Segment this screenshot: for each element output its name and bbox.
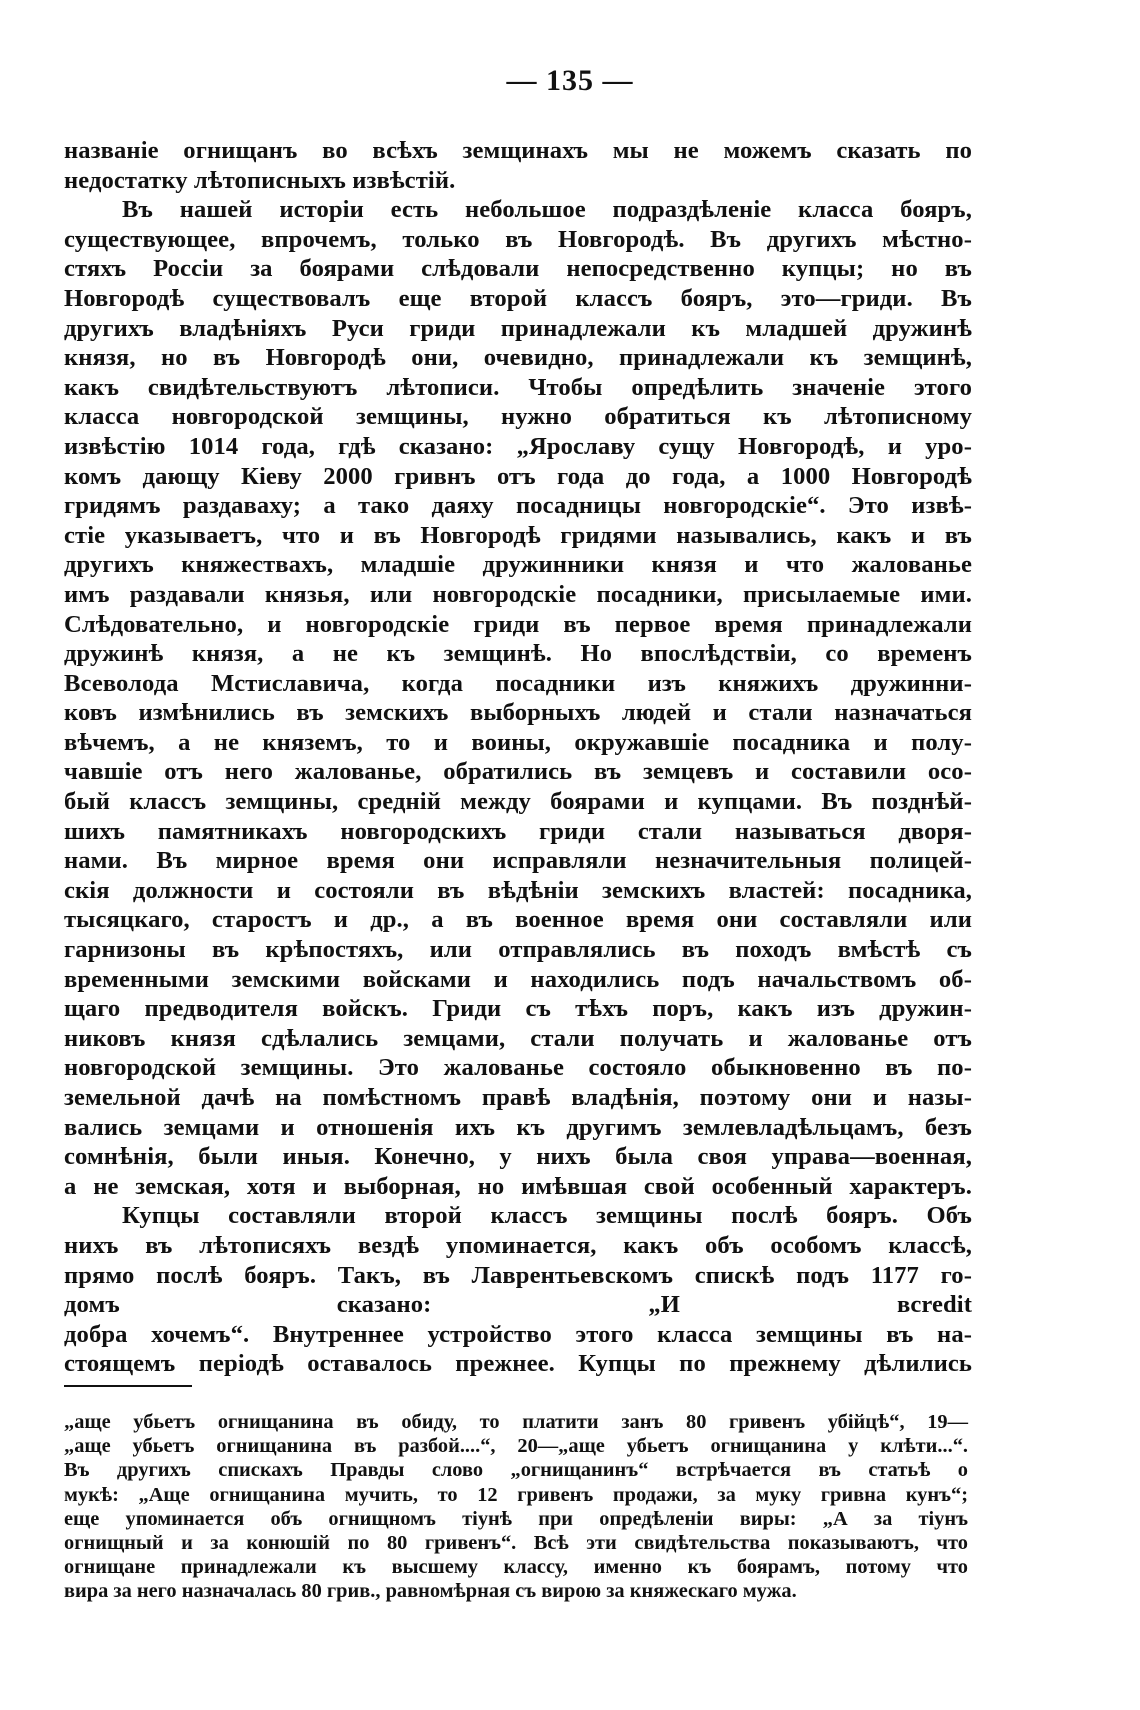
text-line: тысяцкаго, старостъ и др., а въ военное время они составляли или [64, 906, 972, 934]
text-line: нихъ въ лѣтописяхъ вездѣ упоминается, какъ объ особомъ классѣ, [64, 1231, 972, 1259]
footnote [64, 1410, 968, 1604]
footnote-line: еще упоминается объ огнищномъ тіунѣ при опредѣленіи виры: „А за тіунъ [64, 1507, 968, 1530]
text-line: Новгородѣ существовалъ еще второй классъ бояръ, это—гриди. Въ [64, 284, 972, 312]
text-line: скія должности и состояли въ вѣдѣніи земскихъ властей: посадника, [64, 876, 972, 904]
text-line: имъ раздавали князья, или новгородскіе посадники, присылаемые ими. [64, 580, 972, 608]
text-line: щаго предводителя войскъ. Гриди съ тѣхъ поръ, какъ изъ дружин- [64, 995, 972, 1023]
text-line: земельной дачѣ на помѣстномъ правѣ владѣнія, поэтому они и назы- [64, 1084, 972, 1111]
main-text [64, 136, 972, 1379]
footnote-line: „аще убьетъ огнищанина въ обиду, то платити занъ 80 гривенъ убійцѣ“, 19— [64, 1411, 968, 1433]
text-line: недостатку лѣтописныхъ извѣстій. [64, 166, 456, 194]
text-line: никовъ князя сдѣлались земцами, стали получать и жалованье отъ [64, 1024, 972, 1052]
footnote-line: мукѣ: „Аще огнищанина мучить, то 12 гривенъ продажи, за муку гривна кунъ“; [64, 1483, 968, 1506]
text-line: вѣчемъ, а не княземъ, то и воины, окружавшіе посадника и полу- [64, 728, 972, 756]
text-line: другихъ владѣніяхъ Руси гриди принадлежали къ младшей дружинѣ [64, 314, 972, 342]
text-line: стіе указываетъ, что и въ Новгородѣ гридями назывались, какъ и въ [64, 521, 972, 549]
text-line: извѣстію 1014 года, гдѣ сказано: „Ярославу сущу Новгородѣ, и уро- [64, 432, 972, 460]
text-line: новгородской земщины. Это жалованье состояло обыкновенно въ по- [64, 1054, 972, 1082]
footnote-line: огнищане принадлежали къ высшему классу, именно къ боярамъ, потому что [64, 1556, 968, 1579]
text-line: стоящемъ періодѣ оставалось прежнее. Купцы по прежнему дѣлились [64, 1350, 972, 1378]
text-line: вались земцами и отношенія ихъ къ другимъ землевладѣльцамъ, безъ [64, 1113, 972, 1141]
text-line: названіе огнищанъ во всѣхъ земщинахъ мы не можемъ сказать по [64, 137, 972, 164]
page-number: — 135 — [506, 64, 634, 97]
text-line: ковъ измѣнились въ земскихъ выборныхъ людей и стали назначаться [64, 699, 972, 727]
footnote-line: Въ другихъ спискахъ Правды слово „огнищанинъ“ встрѣчается въ статьѣ о [64, 1459, 968, 1482]
text-line: чавшіе отъ него жалованье, обратились въ земцевъ и составили осо- [64, 758, 972, 786]
text-line: князя, но въ Новгородѣ они, очевидно, принадлежали къ земщинѣ, [64, 344, 972, 372]
text-line: Купцы составляли второй классъ земщины послѣ бояръ. Объ [122, 1202, 972, 1230]
footnote-line: огнищный и за конюшій по 80 гривенъ“. Всѣ эти свидѣтельства показываютъ, что [64, 1531, 968, 1554]
text-line: бый классъ земщины, средній между боярами и купцами. Въ позднѣй- [64, 788, 972, 816]
text-line: комъ дающу Кіеву 2000 гривнъ отъ года до года, а 1000 Новгородѣ [64, 462, 972, 490]
text-line: временными земскими войсками и находились подъ начальствомъ об- [64, 965, 972, 993]
text-line: Всеволода Мстиславича, когда посадники изъ княжихъ дружинни- [64, 669, 972, 697]
text-line: домъ сказано: „И вcredit [64, 1291, 972, 1319]
text-line: существующее, впрочемъ, только въ Новгородѣ. Въ другихъ мѣстно- [64, 225, 972, 253]
text-line: добра хочемъ“. Внутреннее устройство этого класса земщины въ на- [64, 1320, 972, 1348]
text-line: Слѣдовательно, и новгородскіе гриди въ первое время принадлежали [64, 610, 972, 638]
footnote-line: вира за него назначалась 80 грив., равномѣрная съ вирою за княжескаго мужа. [64, 1580, 797, 1603]
text-line: какъ свидѣтельствуютъ лѣтописи. Чтобы опредѣлить значеніе этого [64, 373, 972, 401]
text-line: сомнѣнія, были иныя. Конечно, у нихъ была своя управа—военная, [64, 1143, 972, 1171]
text-line: стяхъ Россіи за боярами слѣдовали непосредственно купцы; но въ [64, 255, 972, 283]
text-line: гридямъ раздаваху; а тако даяху посадницы новгородскіе“. Это извѣ- [64, 492, 972, 520]
text-line: нами. Въ мирное время они исправляли незначительныя полицей- [64, 847, 972, 875]
text-line: гарнизоны въ крѣпостяхъ, или отправлялись въ походъ вмѣстѣ съ [64, 936, 972, 964]
text-line: шихъ памятникахъ новгородскихъ гриди стали называться дворя- [64, 817, 972, 845]
text-line: другихъ княжествахъ, младшіе дружинники князя и что жалованье [64, 551, 972, 579]
footnote-line: „аще убьетъ огнищанина въ разбой....“, 20—„аще убьетъ огнищанина у клѣти...“. [64, 1435, 968, 1458]
text-line: дружинѣ князя, а не къ земщинѣ. Но впослѣдствіи, со временъ [64, 640, 972, 668]
footnote-separator [64, 1385, 192, 1387]
text-line: прямо послѣ бояръ. Такъ, въ Лаврентьевскомъ спискѣ подъ 1177 го- [64, 1261, 972, 1289]
text-line: класса новгородской земщины, нужно обратиться къ лѣтописному [64, 403, 972, 431]
text-line: а не земская, хотя и выборная, но имѣвшая свой особенный характеръ. [64, 1172, 972, 1200]
text-line: Въ нашей исторіи есть небольшое подраздѣленіе класса бояръ, [122, 196, 972, 224]
